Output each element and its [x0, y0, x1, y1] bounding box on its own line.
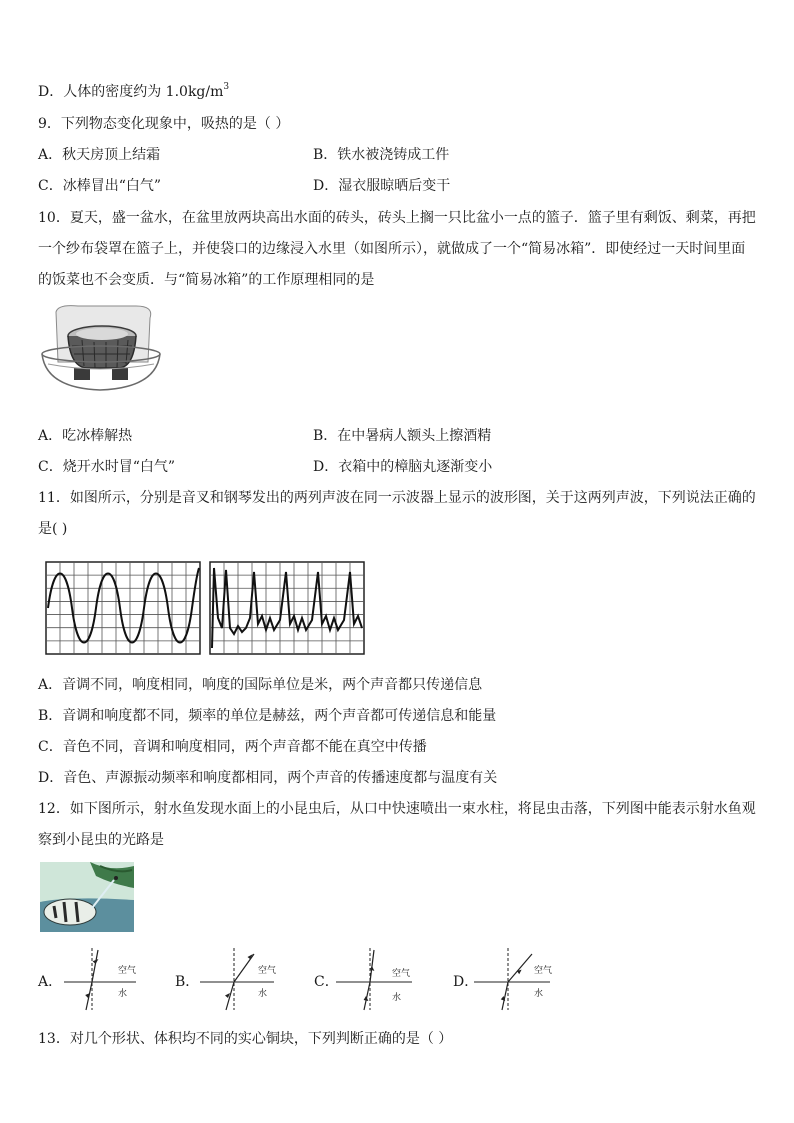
q12-diagram-d-water-label: 水: [534, 989, 544, 999]
q12-stem-line-1: 12．如下图所示，射水鱼发现水面上的小昆虫后，从口中快速喷出一束水柱，将昆虫击落，下列图中能表示射水鱼观: [38, 801, 756, 817]
simple-fridge-figure: [38, 302, 164, 400]
q12-diagram-c-air-label: 空气: [392, 969, 411, 979]
q12-diagram-b: [196, 946, 276, 1012]
q12-diagram-a-air-label: 空气: [118, 966, 137, 976]
q9-option-c: C．冰棒冒出“白气”: [38, 178, 162, 194]
q12-diagram-d: [472, 946, 552, 1012]
q12-diagram-a-water-label: 水: [118, 989, 128, 999]
q12-diagram-a: [58, 946, 138, 1012]
q12-diagram-d-letter: D．: [453, 974, 479, 990]
q10-option-b: B．在中暑病人额头上擦酒精: [313, 428, 492, 444]
archer-fish-photo: [40, 862, 134, 932]
q12-diagram-a-letter: A．: [38, 974, 63, 990]
q13-stem: 13．对几个形状、体积均不同的实心铜块，下列判断正确的是（ ）: [38, 1031, 453, 1047]
q12-diagram-b-letter: B．: [175, 974, 200, 990]
q9-option-a: A．秋天房顶上结霜: [38, 147, 161, 163]
q9-option-d: D．湿衣服晾晒后变干: [313, 178, 451, 194]
q11-stem-line-1: 11．如图所示，分别是音叉和钢琴发出的两列声波在同一示波器上显示的波形图，关于这两列声波，下列说法正确的: [38, 490, 756, 506]
oscilloscope-waveforms-figure: [44, 558, 366, 660]
q10-option-c: C．烧开水时冒“白气”: [38, 459, 176, 475]
q10-option-a: A．吃冰棒解热: [38, 428, 133, 444]
q8-option-d-text: D．人体的密度约为 1.0kg/m: [38, 84, 224, 100]
q10-stem-line-2: 一个纱布袋罩在篮子上，并使袋口的边缘浸入水里（如图所示），就做成了一个“简易冰箱”．即使经过一天时间里面: [38, 241, 746, 257]
q9-option-b: B．铁水被浇铸成工件: [313, 147, 450, 163]
q12-diagram-b-air-label: 空气: [258, 966, 277, 976]
q12-diagram-d-air-label: 空气: [534, 966, 553, 976]
q10-stem-line-3: 的饭菜也不会变质．与“简易冰箱”的工作原理相同的是: [38, 272, 375, 288]
unit-superscript: 3: [223, 82, 230, 92]
q12-stem-line-2: 察到小昆虫的光路是: [38, 832, 164, 848]
q11-option-b: B．音调和响度都不同，频率的单位是赫兹，两个声音都可传递信息和能量: [38, 708, 497, 724]
q12-diagram-c-water-label: 水: [392, 993, 402, 1003]
q11-option-a: A．音调不同，响度相同，响度的国际单位是米，两个声音都只传递信息: [38, 677, 483, 693]
q11-option-c: C．音色不同，音调和响度相同，两个声音都不能在真空中传播: [38, 739, 427, 755]
q12-diagram-c-letter: C．: [314, 974, 339, 990]
q12-diagram-b-water-label: 水: [258, 989, 268, 999]
q10-option-d: D．衣箱中的樟脑丸逐渐变小: [313, 459, 493, 475]
q11-option-d: D．音色、声源振动频率和响度都相同，两个声音的传播速度都与温度有关: [38, 770, 498, 786]
q10-stem-line-1: 10．夏天，盛一盆水，在盆里放两块高出水面的砖头，砖头上搁一只比盆小一点的篮子．篮子里有剩饭、剩菜，再把: [38, 210, 756, 226]
q9-stem: 9．下列物态变化现象中，吸热的是（ ）: [38, 116, 290, 132]
q8-option-d: [38, 82, 229, 102]
q11-stem-line-2: 是( ): [38, 521, 68, 537]
